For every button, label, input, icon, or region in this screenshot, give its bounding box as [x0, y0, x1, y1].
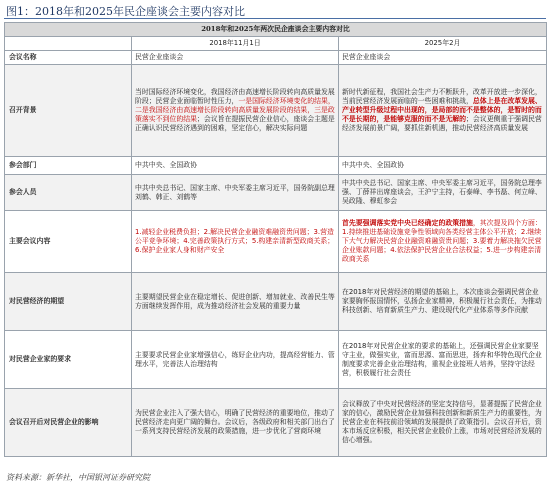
highlight-text: 首先要强调落实党中央已经确定的政策措施 — [342, 219, 473, 227]
date-2025: 2025年2月 — [339, 37, 547, 51]
cell-2025 — [339, 65, 547, 157]
figure-caption: 图1：2018年和2025年民企座谈会主要内容对比 — [6, 5, 245, 18]
table-row-dept — [5, 157, 547, 175]
row-label: 主要会议内容 — [5, 211, 132, 273]
table-row-demands — [5, 331, 547, 389]
row-label: 对民营经济的期望 — [5, 273, 132, 331]
cell-text: 新时代新征程，我国社会生产力不断跃升，改革开放进一步深化，当前民营经济发展面临的一些困难和挑战， — [342, 88, 542, 105]
cell-2018: 主要期望民营企业在稳定增长、促进创新、增加就业、改善民生等方面继续发挥作用，成为推动经济社会发展的重要力量 — [132, 273, 339, 331]
table-row-impact — [5, 389, 547, 457]
cell-2025: 中共中央、全国政协 — [339, 157, 547, 175]
cell-2018: 中共中央总书记、国家主席、中央军委主席习近平，国务院副总理刘鹤、韩正、刘鹤等 — [132, 175, 339, 211]
cell-2025: 民营企业座谈会 — [339, 51, 547, 65]
date-row — [5, 37, 547, 51]
cell-text: ；会议旨在提振民营企业信心，座谈会主题是正确认识民营经济遇到的困难，坚定信心，解决实际问题 — [135, 115, 335, 132]
caption-divider — [4, 18, 546, 19]
highlight-text: 一是国际经济环境变化的结果，二是我国经济由高速增长阶段转向高质量发展阶段的结果，三是政策落实不到位的结果 — [135, 97, 335, 123]
cell-2025 — [339, 211, 547, 273]
cell-2018: 中共中央、全国政协 — [132, 157, 339, 175]
date-2018: 2018年11月1日 — [132, 37, 339, 51]
source-note: 资料来源：新华社，中国银河证券研究院 — [6, 473, 150, 482]
row-label: 召开背景 — [5, 65, 132, 157]
highlight-text: 总体上是在改革发展、产业转型升级过程中出现的，是局部的而不是整体的，是暂时的而不是长期的，是能够克服的而不是无解的 — [342, 97, 542, 123]
cell-text: ，其次提及四个方面：1.持续推进基础设施竞争性领域向各类经营主体公平开放；2.继续下大气力解决民营企业融资难融资贵问题；3.要着力解决拖欠民营企业账款问题；4.依法保护民营企业合法权益；5.进一步构建亲清政商关系 — [342, 219, 542, 263]
row-label: 对民营企业家的要求 — [5, 331, 132, 389]
row-label: 会议召开后对民营企业的影响 — [5, 389, 132, 457]
table-title-row — [5, 23, 547, 37]
table-row-name — [5, 51, 547, 65]
table-row-outlook — [5, 273, 547, 331]
cell-2025: 在2018年对民营经济的期望的基础上，本次座谈会强调民营企业家要胸怀报国情怀，弘扬企业家精神，积极履行社会责任，为推动科技创新、培育新质生产力、建设现代化产业体系等多作贡献 — [339, 273, 547, 331]
cell-2018: 民营企业座谈会 — [132, 51, 339, 65]
date-row-blank — [5, 37, 132, 51]
cell-2018: 主要要求民营企业家增强信心，练好企业内功，提高经营能力、管理水平，完善法人治理结构 — [132, 331, 339, 389]
cell-2018: 1.减轻企业税费负担；2.解决民营企业融资难融资贵问题；3.营造公平竞争环境；4.完善政策执行方式；5.构建亲清新型政商关系；6.保护企业家人身和财产安全 — [132, 211, 339, 273]
row-label: 会议名称 — [5, 51, 132, 65]
cell-2018 — [132, 65, 339, 157]
cell-2025: 会议释放了中央对民营经济的坚定支持信号，显著提振了民营企业家的信心，激励民营企业加强科技创新和新质生产力的重要性，为民营企业在科技前沿领域的发展提供了政策指引。会议召开后，资本市场反应积极，相关民营企业股价上涨，市场对民营经济发展的信心增强。 — [339, 389, 547, 457]
row-label: 参会部门 — [5, 157, 132, 175]
table-row-content — [5, 211, 547, 273]
cell-2025: 中共中央总书记、国家主席、中央军委主席习近平，国务院总理李强、丁薛祥出席座谈会，王沪宁主持，石泰峰、李书磊、何立峰、吴政隆、穆虹参会 — [339, 175, 547, 211]
row-label: 参会人员 — [5, 175, 132, 211]
table-row-background — [5, 65, 547, 157]
cell-2025: 在2018年对民营企业家的要求的基础上，还强调民营企业家要坚守主业，做强实业，富而思源、富而思进，扬弃和华特色现代企业制度要求完善企业治理结构，重视企业接班人培养，坚持守法经营，积极履行社会责任 — [339, 331, 547, 389]
table-title: 2018年和2025年两次民企座谈会主要内容对比 — [5, 23, 547, 37]
cell-text: 当时国际经济环境变化，我国经济由高速增长阶段转向高质量发展阶段；民营企业面临暂时性压力， — [135, 88, 335, 105]
table-row-people — [5, 175, 547, 211]
cell-text: ；会议更侧重于强调民营经济发展前景广阔，要抓住新机遇，推动民营经济高质量发展 — [342, 115, 542, 132]
cell-2018: 为民营企业注入了强大信心，明确了民营经济的重要地位，推动了民营经济走向更广阔的舞台。会议后，各级政府和相关部门出台了一系列支持民营经济发展的政策措施，进一步优化了营商环境 — [132, 389, 339, 457]
comparison-table — [4, 22, 547, 457]
